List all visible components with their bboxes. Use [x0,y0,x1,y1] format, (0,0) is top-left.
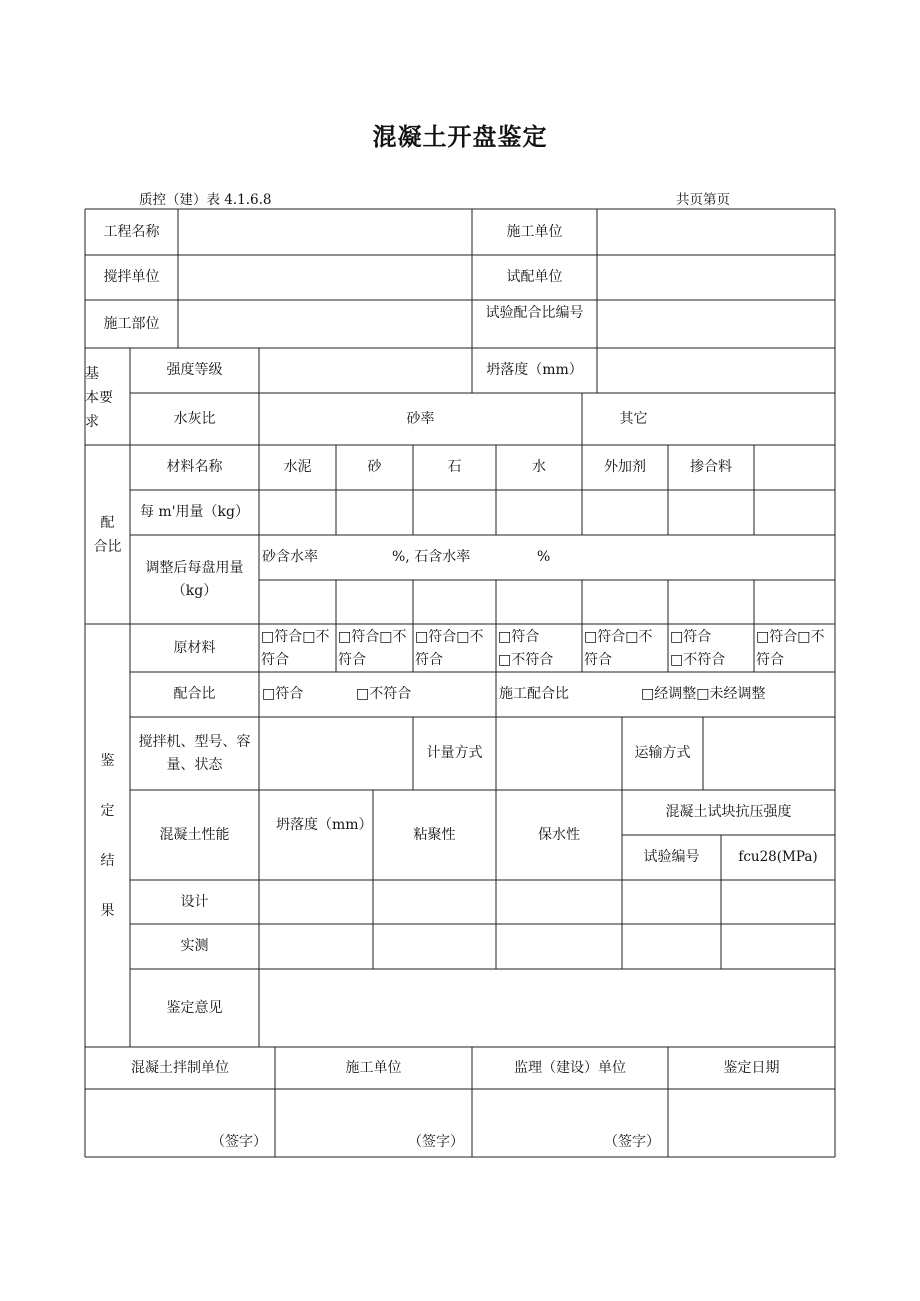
material-sand: 砂 [367,459,382,475]
label-percent: % [537,549,551,565]
label-trial-mix-no: 试验配合比编号 [485,305,584,321]
metering-field[interactable] [496,717,622,790]
label-wc-ratio: 水灰比 [173,410,216,427]
raw-check-sand[interactable]: □符合□不符合 [338,629,407,668]
sign-mixing-unit[interactable]: （签字） [211,1134,267,1150]
label-strength-grade: 强度等级 [166,362,223,378]
label-water-retention: 保水性 [538,826,580,843]
label-opinion: 鉴定意见 [166,999,223,1016]
label-raw-material: 原材料 [173,639,216,656]
label-trial-unit: 试配单位 [506,269,563,285]
label-strength-title: 混凝土试块抗压强度 [665,804,792,820]
sign-supervision[interactable]: （签字） [604,1134,660,1150]
slump-req-field[interactable] [597,348,835,393]
label-sand-ratio: 砂率 [406,410,435,427]
label-mixer: 搅拌机、型号、容量、状态 [138,733,251,773]
label-material-name: 材料名称 [166,459,223,475]
construction-part-field[interactable] [178,300,472,348]
label-adjusted: 调整后每盘用量（kg） [145,559,244,599]
mix-ratio-ng-checkbox[interactable]: □不符合 [356,686,412,702]
label-metering: 计量方式 [426,745,483,761]
label-project-name: 工程名称 [103,223,160,240]
section-mix-ratio: 配 合比 [93,514,122,555]
label-sign-construction-unit: 施工单位 [345,1059,402,1076]
material-water: 水 [532,459,546,475]
material-stone: 石 [447,459,462,475]
raw-check-stone[interactable]: □符合□不符合 [415,629,484,668]
label-fcu28: fcu28(MPa) [738,849,818,865]
raw-check-addition[interactable]: □符合 □不符合 [670,629,726,668]
raw-check-water[interactable]: □符合 □不符合 [498,629,554,668]
page-info: 共页第页 [676,192,730,208]
section-basic-requirements: 基 本要 求 [85,365,113,430]
label-per-m3: 每 m'用量（kg） [139,504,250,520]
sign-construction-unit[interactable]: （签字） [408,1134,464,1150]
trial-unit-field[interactable] [597,255,835,300]
material-cement: 水泥 [283,459,312,475]
raw-check-cement[interactable]: □符合□不符合 [261,629,330,668]
raw-check-admixture[interactable]: □符合□不符合 [584,629,653,668]
label-test-no: 试验编号 [643,849,700,865]
label-sign-date: 鉴定日期 [723,1059,780,1076]
transport-field[interactable] [703,717,835,790]
label-cohesion: 粘聚性 [413,826,456,843]
label-slump-req: 坍落度（mm） [486,362,583,378]
opinion-field[interactable] [259,969,835,1047]
label-performance: 混凝土性能 [159,826,230,843]
project-name-field[interactable] [178,209,472,255]
mixer-field[interactable] [259,717,413,790]
material-admixture: 外加剂 [604,459,646,475]
sign-date-field[interactable] [668,1089,835,1157]
raw-check-extra[interactable]: □符合□不符合 [756,629,825,668]
label-sand-moisture: 砂含水率 [262,549,318,565]
label-sign-supervision: 监理（建设）单位 [514,1059,626,1076]
label-other: 其它 [619,410,648,427]
label-site-mix: 施工配合比 [499,686,569,702]
label-construction-part: 施工部位 [103,315,160,332]
label-sign-mixing-unit: 混凝土拌制单位 [131,1059,229,1076]
section-result: 鉴 定 结 果 [100,752,115,919]
material-addition: 掺合料 [690,459,732,475]
adjust-options[interactable]: □经调整□未经调整 [641,686,766,702]
label-mixing-unit: 搅拌单位 [103,269,160,285]
mixing-unit-field[interactable] [178,255,472,300]
mix-ratio-ok-checkbox[interactable]: □符合 [262,686,304,702]
label-slump-measured: 坍落度（mm） [276,817,373,833]
label-construction-unit: 施工单位 [506,223,563,240]
strength-grade-field[interactable] [259,348,472,393]
material-extra [754,445,835,490]
form-code: 质控（建）表 4.1.6.8 [139,192,272,208]
label-design: 设计 [180,893,209,910]
trial-mix-no-field[interactable] [597,300,835,348]
construction-unit-field[interactable] [597,209,835,255]
label-stone-moisture: %, 石含水率 [392,549,471,565]
label-mix-ratio-check: 配合比 [173,686,216,702]
label-transport: 运输方式 [634,745,691,761]
page-title: 混凝土开盘鉴定 [372,123,548,151]
label-measured: 实测 [180,938,209,954]
